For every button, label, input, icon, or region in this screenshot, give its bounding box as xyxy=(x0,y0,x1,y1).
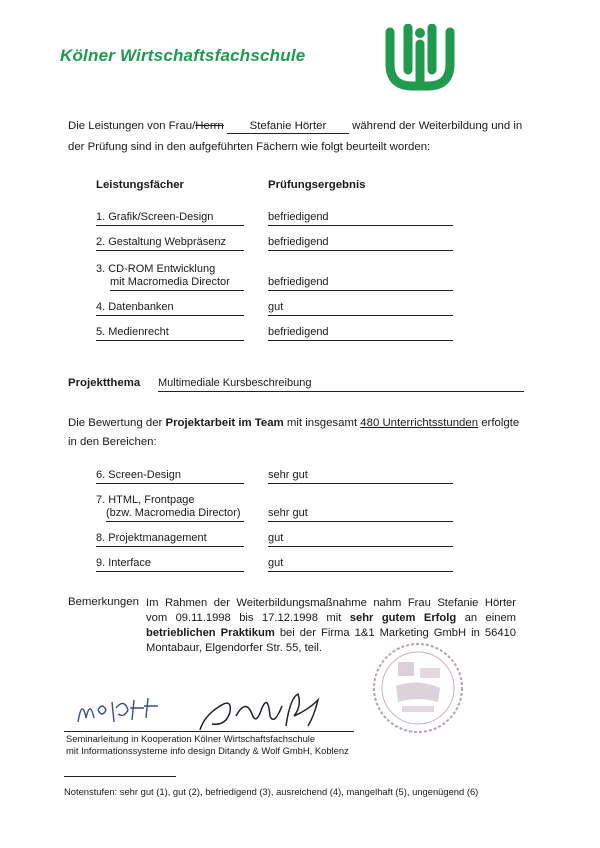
official-stamp-icon xyxy=(368,638,468,738)
team-subject-result: sehr gut xyxy=(268,469,453,484)
subject-name: 1. Grafik/Screen-Design xyxy=(96,211,244,226)
team-subject-name: 7. HTML, Frontpage xyxy=(96,494,195,506)
results-heading: Prüfungsergebnis xyxy=(268,179,366,191)
subject-name: 4. Datenbanken xyxy=(96,301,244,316)
subject-result: befriedigend xyxy=(268,211,453,226)
remarks-text: Im Rahmen der Weiterbildungsmaßnahme nahm Frau Stefanie Hörter vom 09.11.1998 bis 17.12.1998 mit sehr gutem Erfolg an einem betrieblichen Praktikum bei der Firma 1&1 Marketing GmbH in 56410 Montabaur, Elgendorfer Str. 55, teil. xyxy=(146,597,517,654)
signature-1-icon xyxy=(72,688,192,728)
subject-result: gut xyxy=(268,301,453,316)
team-subject-result: gut xyxy=(268,532,453,547)
signature-caption: Seminarleitung in Kooperation Kölner Wirtschaftsfachschule mit Informationssysteme info design Ditandy & Wolf GmbH, Koblenz xyxy=(66,733,349,756)
subject-result: befriedigend xyxy=(268,326,453,341)
footnote-divider xyxy=(64,776,176,777)
subject-name-continued: mit Macromedia Director xyxy=(110,276,244,291)
project-topic-label: Projektthema xyxy=(68,377,141,389)
team-subject-result: sehr gut xyxy=(268,507,453,522)
team-subject-name: 6. Screen-Design xyxy=(96,469,244,484)
subject-name: 3. CD-ROM Entwicklung xyxy=(96,263,216,275)
intro-paragraph: Die Leistungen von Frau/Herrn Stefanie Hörter während der Weiterbildung und in der Prüfung sind in den aufgeführten Fächern wie folgt beurteilt worden: xyxy=(68,120,523,153)
signature-2-icon xyxy=(190,686,340,734)
subject-name: 2. Gestaltung Webpräsenz xyxy=(96,236,244,251)
project-topic-value: Multimediale Kursbeschreibung xyxy=(158,377,524,392)
subject-result: befriedigend xyxy=(268,276,453,291)
remarks-label: Bemerkungen xyxy=(68,596,139,608)
school-name: Kölner Wirtschaftsfachschule xyxy=(60,46,306,65)
subject-name: 5. Medienrecht xyxy=(96,326,244,341)
grading-scale-footnote: Notenstufen: sehr gut (1), gut (2), befriedigend (3), ausreichend (4), mangelhaft (5), ungenügend (6) xyxy=(64,786,479,797)
signature-line xyxy=(64,731,354,732)
subjects-heading: Leistungsfächer xyxy=(96,179,184,191)
team-evaluation-paragraph: Die Bewertung der Projektarbeit im Team mit insgesamt 480 Unterrichtsstunden erfolgte in den Bereichen: xyxy=(68,417,520,448)
struck-salutation: Herrn xyxy=(195,120,224,132)
student-name: Stefanie Hörter xyxy=(227,120,349,134)
team-subject-name: 9. Interface xyxy=(96,557,244,572)
team-subject-result: gut xyxy=(268,557,453,572)
team-subject-name-continued: (bzw. Macromedia Director) xyxy=(106,507,244,522)
subject-result: befriedigend xyxy=(268,236,453,251)
kws-monogram-logo-icon xyxy=(384,24,456,92)
team-subject-name: 8. Projektmanagement xyxy=(96,532,244,547)
